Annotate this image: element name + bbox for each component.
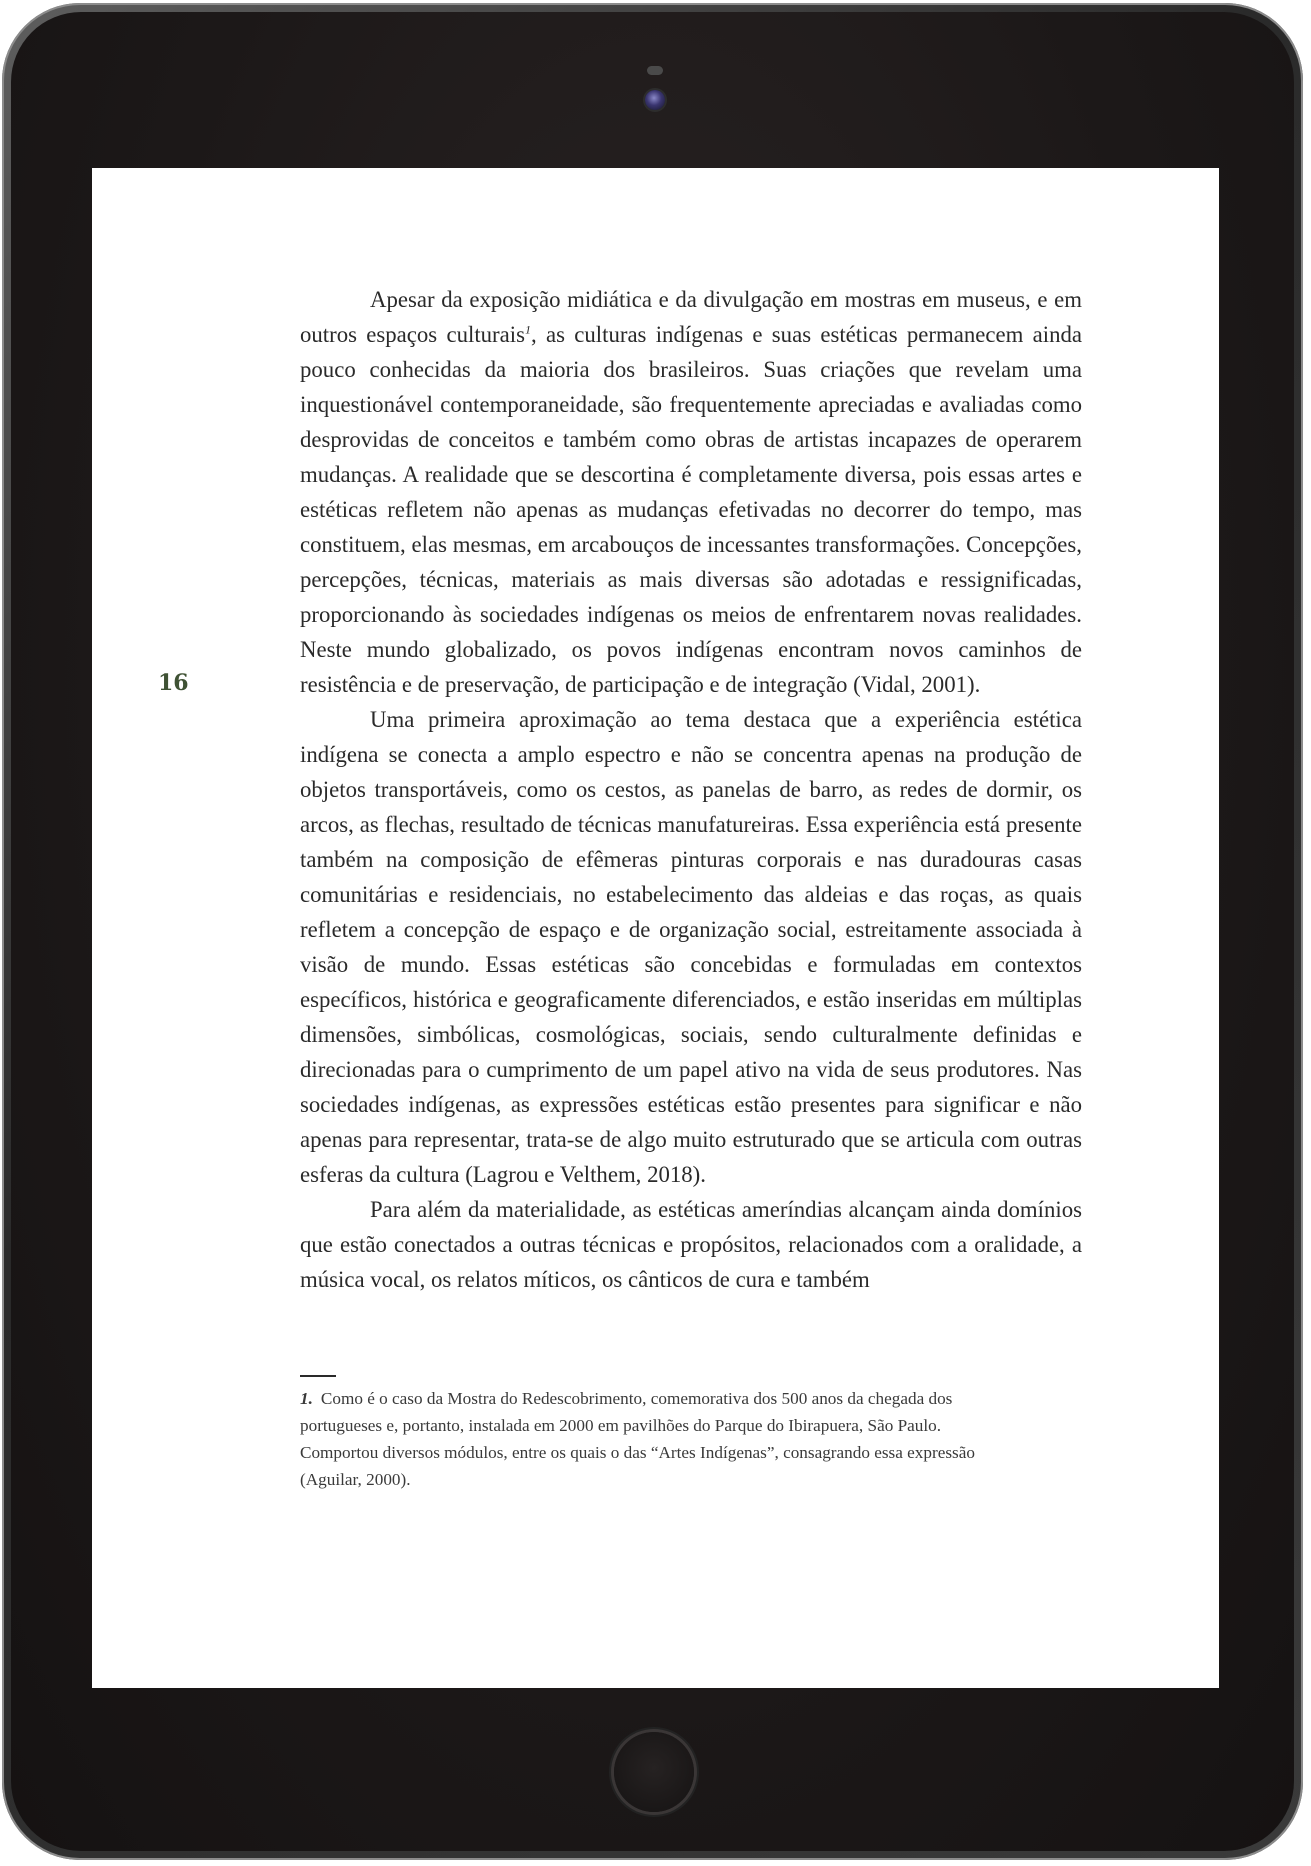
home-button[interactable] — [614, 1732, 694, 1812]
camera-icon — [645, 90, 665, 110]
screen — [92, 168, 1219, 1688]
body-text — [300, 282, 1082, 1297]
footnote-reference[interactable]: 1 — [524, 322, 531, 337]
footnote — [300, 1385, 1020, 1493]
paragraph-1 — [300, 282, 1082, 702]
page-number: 16 — [158, 670, 189, 696]
camera-sensor — [647, 66, 663, 75]
paragraph-text: Apesar da exposição midiática e da divulgação em mostras em museus, e em outros espaços culturais — [300, 287, 1082, 347]
paragraph-3: Para além da materialidade, as estéticas ameríndias alcançam ainda domínios que estão conectados a outras técnicas e propósitos, relacionados com a oralidade, a música vocal, os relatos míticos, os cânticos de cura e também — [300, 1197, 1082, 1292]
paragraph-text: , as culturas indígenas e suas estéticas permanecem ainda pouco conhecidas da maioria dos brasileiros. Suas criações que revelam uma inquestionável contemporaneidade, são frequentemente apreciadas e avaliadas como desprovidas de conceitos e também como obras de artistas incapazes de operarem mudanças. A realidade que se descortina é completamente diversa, pois essas artes e estéticas refletem não apenas as mudanças efetivadas no decorrer do tempo, mas constituem, elas mesmas, em arcabouços de incessantes transformações. Concepções, percepções, técnicas, materiais as mais diversas são adotadas e ressignificadas, proporcionando às sociedades indígenas os meios de enfrentarem novas realidades. Neste mundo globalizado, os povos indígenas encontram novos caminhos de resistência e de preservação, de participação e de integração (Vidal, 2001). — [300, 322, 1082, 697]
footnote-text: Como é o caso da Mostra do Redescobrimento, comemorativa dos 500 anos da chegada dos portugueses e, portanto, instalada em 2000 em pavilhões do Parque do Ibirapuera, São Paulo. Comportou diversos módulos, entre os quais o das “Artes Indígenas”, consagrando essa expressão (Aguilar, 2000). — [300, 1389, 975, 1489]
paragraph-2: Uma primeira aproximação ao tema destaca que a experiência estética indígena se conecta a amplo espectro e não se concentra apenas na produção de objetos transportáveis, como os cestos, as panelas de barro, as redes de dormir, os arcos, as flechas, resultado de técnicas manufatureiras. Essa experiência está presente também na composição de efêmeras pinturas corporais e nas duradouras casas comunitárias e residenciais, no estabelecimento das aldeias e das roças, as quais refletem a concepção de espaço e de organização social, estreitamente associada à visão de mundo. Essas estéticas são concebidas e formuladas em contextos específicos, histórica e geograficamente diferenciados, e estão inseridas em múltiplas dimensões, simbólicas, cosmológicas, sociais, sendo culturalmente definidas e direcionadas para o cumprimento de um papel ativo na vida de seus produtores. Nas sociedades indígenas, as expressões estéticas estão presentes para significar e não apenas para representar, trata-se de algo muito estruturado que se articula com outras esferas da cultura (Lagrou e Velthem, 2018). — [300, 707, 1082, 1187]
footnote-divider — [300, 1375, 336, 1377]
footnote-number: 1. — [300, 1389, 313, 1408]
